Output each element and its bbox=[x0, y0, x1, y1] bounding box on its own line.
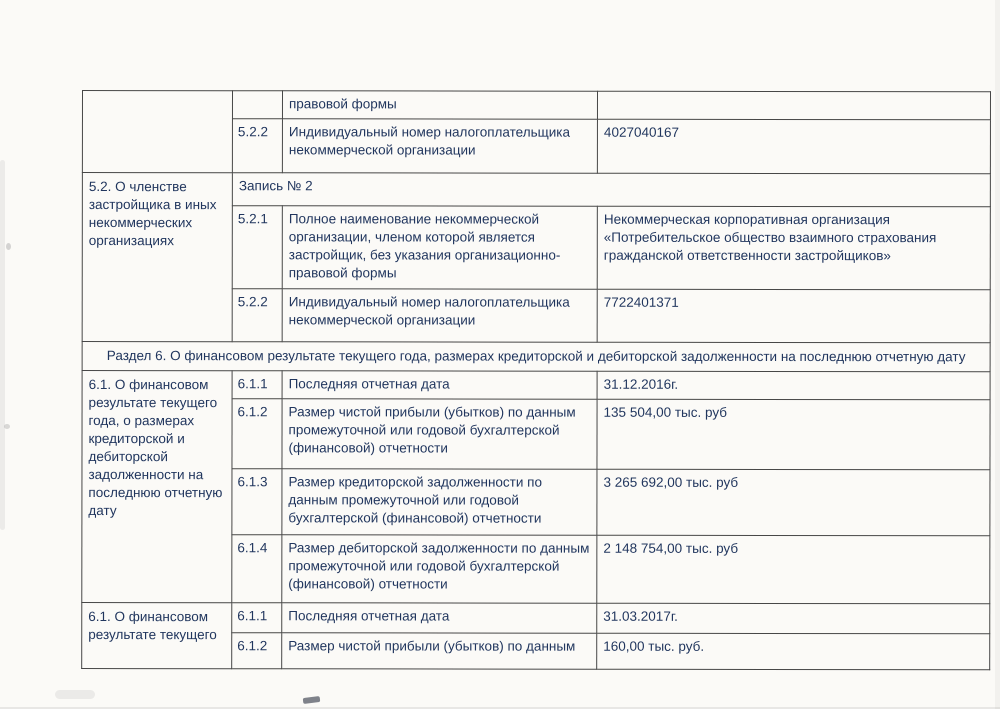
item-label-cell: Размер дебиторской задолженности по данным промежуточной или годовой бухгалтерской (финансовой) отчетности bbox=[282, 535, 597, 603]
item-value-cell: 3 265 692,00 тыс. руб bbox=[597, 469, 990, 536]
item-number-cell bbox=[232, 91, 282, 119]
scan-artifact bbox=[6, 243, 11, 250]
section-6-title: Раздел 6. О финансовом результате текущего года, размерах кредиторской и дебиторской задолженности на последнюю отчетную дату bbox=[82, 342, 990, 372]
scan-artifact bbox=[4, 424, 10, 429]
item-number-cell: 5.2.1 bbox=[232, 206, 282, 289]
item-value-cell bbox=[597, 91, 990, 120]
item-number-cell: 5.2.2 bbox=[232, 119, 282, 173]
scan-artifact bbox=[0, 160, 5, 530]
item-value-cell: 160,00 тыс. руб. bbox=[597, 633, 990, 670]
item-value-cell: 31.03.2017г. bbox=[597, 603, 990, 634]
table-row bbox=[82, 370, 990, 399]
item-label-cell: Размер кредиторской задолженности по данным промежуточной или годовой бухгалтерской (финансовой) отчетности bbox=[282, 469, 597, 535]
item-label-cell: Последняя отчетная дата bbox=[282, 371, 597, 399]
scan-artifact bbox=[55, 690, 95, 699]
item-number-cell: 6.1.3 bbox=[232, 469, 282, 535]
group-label-cell-6-1-b: 6.1. О финансовом результате текущего bbox=[82, 602, 232, 668]
scan-artifact bbox=[303, 696, 321, 704]
item-number-cell: 6.1.2 bbox=[232, 633, 282, 669]
item-label-cell: Последняя отчетная дата bbox=[282, 603, 597, 633]
item-value-cell: Некоммерческая корпоративная организация «Потребительское общество взаимного страхования гражданской ответственности застройщиков» bbox=[597, 206, 990, 290]
item-value-cell: 2 148 754,00 тыс. руб bbox=[597, 535, 990, 604]
item-number-cell: 6.1.4 bbox=[232, 535, 282, 603]
item-number-cell: 6.1.1 bbox=[232, 603, 282, 633]
item-value-cell: 135 504,00 тыс. руб bbox=[597, 399, 990, 470]
item-label-cell: Размер чистой прибыли (убытков) по данным промежуточной или годовой бухгалтерской (финансовой) отчетности bbox=[282, 399, 597, 469]
item-label-cell: Размер чистой прибыли (убытков) по данным bbox=[282, 633, 597, 669]
item-label-cell: Индивидуальный номер налогоплательщика некоммерческой организации bbox=[282, 289, 597, 342]
group-label-cell-empty bbox=[82, 91, 232, 173]
scan-artifact bbox=[995, 0, 1000, 709]
item-number-cell: 6.1.1 bbox=[232, 371, 282, 399]
table-row bbox=[82, 342, 990, 372]
record-header-cell: Запись № 2 bbox=[232, 173, 990, 207]
group-label-cell-5-2: 5.2. О членстве застройщика в иных некоммерческих организациях bbox=[82, 173, 232, 342]
item-label-cell: правовой формы bbox=[282, 91, 597, 119]
item-value-cell: 4027040167 bbox=[597, 119, 990, 174]
item-label-cell: Индивидуальный номер налогоплательщика некоммерческой организации bbox=[282, 119, 597, 173]
item-value-cell: 7722401371 bbox=[597, 289, 990, 343]
table-row bbox=[82, 91, 990, 120]
developer-disclosure-table bbox=[81, 90, 991, 670]
item-label-cell: Полное наименование некоммерческой организации, членом которой является застройщик, без указания организационно-правовой формы bbox=[282, 206, 597, 289]
table-row bbox=[82, 602, 990, 633]
table-row bbox=[82, 173, 990, 207]
group-label-cell-6-1-a: 6.1. О финансовом результате текущего года, о размерах кредиторской и дебиторской задолженности на последнюю отчетную дату bbox=[82, 370, 232, 602]
item-value-cell: 31.12.2016г. bbox=[597, 371, 990, 400]
item-number-cell: 6.1.2 bbox=[232, 399, 282, 469]
item-number-cell: 5.2.2 bbox=[232, 289, 282, 342]
